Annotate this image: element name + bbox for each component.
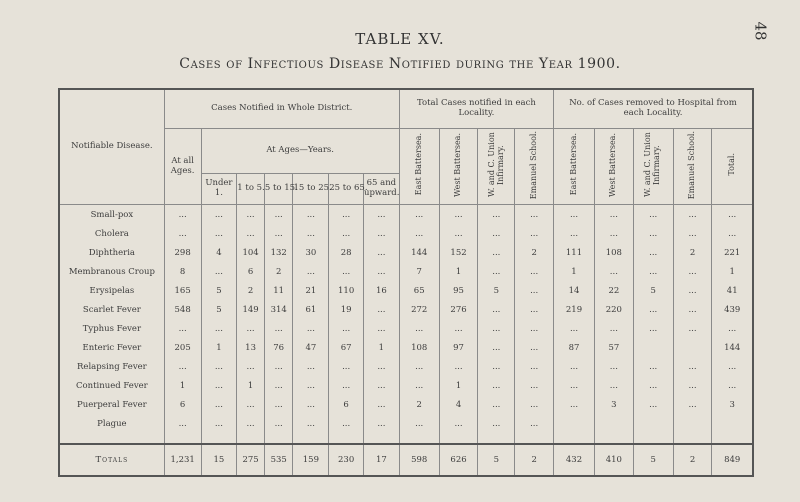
table-cell: 95 [439,281,478,300]
table-subtitle: Cases of Infectious Disease Notified during the Year 1900. [179,56,621,72]
table-cell: 6 [237,262,265,281]
table-cell: ... [237,224,265,243]
table-cell: ... [515,224,554,243]
table-cell: 2 [673,243,712,262]
table-row [59,262,753,281]
table-cell: ... [399,319,439,338]
table-cell: ... [673,357,712,376]
table-cell: ... [712,205,753,225]
table-cell: 6 [164,395,201,414]
table-cell: ... [264,205,293,225]
table-cell: 144 [712,338,753,357]
table-cell: ... [633,262,673,281]
table-cell: ... [237,395,265,414]
table-cell: ... [673,376,712,395]
disease-name: Relapsing Fever [59,357,164,376]
table-cell: 159 [293,444,329,476]
table-cell: 598 [399,444,439,476]
table-cell: ... [164,205,201,225]
disease-name: Membranous Croup [59,262,164,281]
table-cell: ... [293,376,329,395]
table-cell: ... [363,376,399,395]
table-cell: 432 [554,444,595,476]
table-cell: 97 [439,338,478,357]
table-cell: ... [201,224,237,243]
table-cell: ... [554,357,595,376]
table-cell: 7 [399,262,439,281]
table-title: TABLE XV. [355,30,445,48]
header-label: W. and C. Union Infirmary. [486,132,505,198]
table-cell: ... [363,243,399,262]
table-cell: 272 [399,300,439,319]
table-cell: 61 [293,300,329,319]
table-cell: ... [594,376,633,395]
table-cell: 152 [439,243,478,262]
table-cell: 1 [439,376,478,395]
disease-name: Diphtheria [59,243,164,262]
table-cell: 5 [201,281,237,300]
table-cell: 21 [293,281,329,300]
table-cell: ... [237,205,265,225]
table-cell: ... [712,357,753,376]
table-cell: 8 [164,262,201,281]
table-cell: 108 [399,338,439,357]
table-cell: ... [293,319,329,338]
table-cell: 132 [264,243,293,262]
table-cell: ... [363,319,399,338]
spacer-cell [293,433,329,444]
table-cell: ... [594,357,633,376]
table-cell: 67 [329,338,364,357]
spacer-cell [329,433,364,444]
table-cell: ... [293,262,329,281]
header-total-union-infirmary [478,129,515,205]
table-cell: ... [264,357,293,376]
table-cell: ... [201,262,237,281]
header-total-locality: Total Cases notified in each Locality. [399,89,553,129]
infectious-disease-table [58,88,754,477]
table-cell: ... [633,319,673,338]
table-cell: ... [633,243,673,262]
header-removed-emanuel-school [673,129,712,205]
spacer-cell [554,433,595,444]
table-cell: 17 [363,444,399,476]
table-cell: ... [554,205,595,225]
table-cell: ... [594,262,633,281]
header-age-25-to-65: 25 to 65. [329,174,364,205]
table-cell: ... [329,224,364,243]
table-cell: ... [673,262,712,281]
table-cell: ... [633,300,673,319]
table-cell: 275 [237,444,265,476]
table-cell: ... [329,205,364,225]
table-cell: ... [673,224,712,243]
table-cell: 221 [712,243,753,262]
table-cell: 1,231 [164,444,201,476]
table-cell: ... [264,319,293,338]
table-cell: ... [399,205,439,225]
header-label: West Battersea. [608,132,618,197]
header-label: W. and C. Union Infirmary. [643,132,662,198]
spacer-cell [201,433,237,444]
table-cell [633,414,673,433]
header-total-east-battersea [399,129,439,205]
table-cell: 149 [237,300,265,319]
table-cell [633,338,673,357]
table-cell: ... [201,319,237,338]
table-cell: 626 [439,444,478,476]
totals-row [59,444,753,476]
table-cell: ... [399,224,439,243]
table-cell: ... [515,376,554,395]
table-cell: 76 [264,338,293,357]
table-cell: ... [478,414,515,433]
table-cell: 3 [594,395,633,414]
table-cell: ... [363,224,399,243]
table-cell: 1 [712,262,753,281]
table-cell: ... [363,300,399,319]
table-cell: ... [515,281,554,300]
table-cell: ... [439,319,478,338]
table-cell: ... [554,224,595,243]
spacer-row [59,433,753,444]
table-cell: ... [673,205,712,225]
header-total-emanuel-school [515,129,554,205]
header-label: Total. [726,153,736,176]
table-cell: 219 [554,300,595,319]
table-cell: 57 [594,338,633,357]
table-cell: ... [164,357,201,376]
table-cell: ... [237,319,265,338]
table-cell: ... [478,224,515,243]
header-age-5-to-15: 5 to 15. [264,174,293,205]
table-cell: 1 [237,376,265,395]
table-cell: 4 [201,243,237,262]
spacer-cell [594,433,633,444]
table-cell: ... [633,357,673,376]
header-total-west-battersea [439,129,478,205]
header-label: East Battersea. [568,133,578,196]
header-removed-hospital: No. of Cases removed to Hospital from each Locality. [554,89,753,129]
table-cell: 314 [264,300,293,319]
table-cell: ... [201,357,237,376]
table-cell: ... [478,243,515,262]
table-cell: ... [329,357,364,376]
table-cell: ... [673,319,712,338]
header-at-all-ages: At all Ages. [164,129,201,205]
table-cell: 1 [201,338,237,357]
disease-name: Enteric Fever [59,338,164,357]
header-whole-district: Cases Notified in Whole District. [164,89,399,129]
table-cell [673,414,712,433]
table-body [59,205,753,477]
table-cell: ... [515,300,554,319]
header-label: Emanuel School. [687,130,697,199]
table-cell: 1 [363,338,399,357]
table-cell: ... [712,319,753,338]
table-cell: 11 [264,281,293,300]
table-cell: ... [264,395,293,414]
header-age-1-to-5: 1 to 5. [237,174,265,205]
header-label: West Battersea. [453,132,463,197]
table-cell: 220 [594,300,633,319]
table-cell: 849 [712,444,753,476]
table-cell: ... [201,395,237,414]
table-cell: 108 [594,243,633,262]
table-cell: 5 [633,444,673,476]
table-cell: ... [293,357,329,376]
table-cell: 22 [594,281,633,300]
table-row [59,414,753,433]
table-cell: 110 [329,281,364,300]
disease-name: Small-pox [59,205,164,225]
table-cell: ... [237,357,265,376]
table-cell: 5 [633,281,673,300]
disease-name: Plague [59,414,164,433]
table-row [59,319,753,338]
table-cell: 230 [329,444,364,476]
spacer-cell [59,433,164,444]
table-cell: ... [399,414,439,433]
table-cell: 439 [712,300,753,319]
spacer-cell [478,433,515,444]
table-cell: ... [554,376,595,395]
table-cell: ... [264,376,293,395]
header-age-under-1: Under 1. [201,174,237,205]
spacer-cell [515,433,554,444]
table-cell: 5 [478,444,515,476]
table-cell: ... [329,414,364,433]
table-cell: 5 [478,281,515,300]
table-cell: ... [633,205,673,225]
table-cell: 111 [554,243,595,262]
table-cell: 1 [164,376,201,395]
table-cell: 2 [515,444,554,476]
table-cell: 1 [554,262,595,281]
header-label: Emanuel School. [528,130,538,199]
spacer-cell [264,433,293,444]
table-cell: ... [712,376,753,395]
table-cell: 410 [594,444,633,476]
table-cell: ... [329,262,364,281]
table-cell: ... [633,395,673,414]
table-cell: ... [264,224,293,243]
table-cell: 6 [329,395,364,414]
table-cell: ... [594,205,633,225]
table-cell: ... [363,414,399,433]
table-cell: ... [399,357,439,376]
table-row [59,338,753,357]
table-row [59,281,753,300]
disease-name: Totals [59,444,164,476]
disease-name: Erysipelas [59,281,164,300]
table-cell: ... [201,205,237,225]
table-cell: 104 [237,243,265,262]
header-label: East Battersea. [413,133,423,196]
table-cell: 2 [399,395,439,414]
table-cell: 16 [363,281,399,300]
disease-name: Continued Fever [59,376,164,395]
table-cell: ... [478,376,515,395]
disease-name: Scarlet Fever [59,300,164,319]
table-cell: ... [264,414,293,433]
table-cell: ... [363,357,399,376]
disease-name: Typhus Fever [59,319,164,338]
spacer-cell [237,433,265,444]
table-cell: ... [673,395,712,414]
header-disease: Notifiable Disease. [59,89,164,205]
spacer-cell [712,433,753,444]
spacer-cell [399,433,439,444]
table-cell: ... [478,262,515,281]
spacer-cell [164,433,201,444]
table-cell: 276 [439,300,478,319]
table-cell: ... [201,376,237,395]
table-cell: ... [515,338,554,357]
table-cell: ... [673,281,712,300]
table-cell: ... [329,376,364,395]
table-cell: ... [515,205,554,225]
table-row [59,243,753,262]
table-cell: ... [293,205,329,225]
table-cell [712,414,753,433]
table-cell: ... [515,262,554,281]
table-cell: ... [201,414,237,433]
table-cell: 298 [164,243,201,262]
table-cell: ... [554,319,595,338]
table-row [59,205,753,225]
table-row [59,357,753,376]
table-cell: 3 [712,395,753,414]
table-cell: ... [478,300,515,319]
table-cell: ... [363,262,399,281]
table-cell: 2 [673,444,712,476]
table-cell [594,414,633,433]
table-cell: ... [363,205,399,225]
spacer-cell [363,433,399,444]
header-removed-union-infirmary [633,129,673,205]
table-cell: ... [439,205,478,225]
table-cell: ... [164,414,201,433]
table-cell: 28 [329,243,364,262]
table-cell: 5 [201,300,237,319]
header-at-ages-years: At Ages—Years. [201,129,399,174]
table-cell: 144 [399,243,439,262]
table-cell: ... [594,319,633,338]
table-cell: 30 [293,243,329,262]
table-row [59,300,753,319]
table-cell: ... [439,357,478,376]
spacer-cell [439,433,478,444]
page-number: 48 [751,21,770,41]
table-cell: ... [293,395,329,414]
table-row [59,395,753,414]
table-cell [673,338,712,357]
table-cell: 87 [554,338,595,357]
table-cell: ... [329,319,364,338]
table-cell: ... [478,205,515,225]
table-cell: 165 [164,281,201,300]
table-cell: ... [594,224,633,243]
table-cell: 205 [164,338,201,357]
table-cell: ... [293,224,329,243]
table-cell: ... [515,414,554,433]
table-cell: ... [164,224,201,243]
table-cell: ... [439,224,478,243]
table-cell: 535 [264,444,293,476]
table-cell: ... [633,224,673,243]
table-row [59,224,753,243]
table-cell: ... [712,224,753,243]
table-cell: 19 [329,300,364,319]
table-cell: 41 [712,281,753,300]
table-cell: ... [515,319,554,338]
table-cell: ... [673,300,712,319]
table-cell: ... [478,338,515,357]
table-cell: ... [293,414,329,433]
table-cell: 14 [554,281,595,300]
table-cell: ... [237,414,265,433]
table-cell [554,414,595,433]
table-cell: 2 [237,281,265,300]
header-removed-total [712,129,753,205]
table-cell: ... [633,376,673,395]
table-cell: 4 [439,395,478,414]
table-cell: 1 [439,262,478,281]
disease-name: Cholera [59,224,164,243]
table-cell: 47 [293,338,329,357]
table-cell: ... [164,319,201,338]
table-cell: 2 [515,243,554,262]
header-age-15-to-25: 15 to 25. [293,174,329,205]
table-cell: 13 [237,338,265,357]
table-cell: ... [478,319,515,338]
table-cell: 65 [399,281,439,300]
table-cell: ... [515,395,554,414]
header-removed-east-battersea [554,129,595,205]
table-cell: ... [363,395,399,414]
table-cell: ... [515,357,554,376]
spacer-cell [633,433,673,444]
table-cell: ... [554,395,595,414]
table-row [59,376,753,395]
header-removed-west-battersea [594,129,633,205]
spacer-cell [673,433,712,444]
table-cell: 15 [201,444,237,476]
table-cell: ... [439,414,478,433]
table-cell: ... [478,395,515,414]
table-cell: ... [478,357,515,376]
header-age-65-upward: 65 and upward. [363,174,399,205]
disease-name: Puerperal Fever [59,395,164,414]
table-cell: 2 [264,262,293,281]
table-cell: 548 [164,300,201,319]
table-cell: ... [399,376,439,395]
